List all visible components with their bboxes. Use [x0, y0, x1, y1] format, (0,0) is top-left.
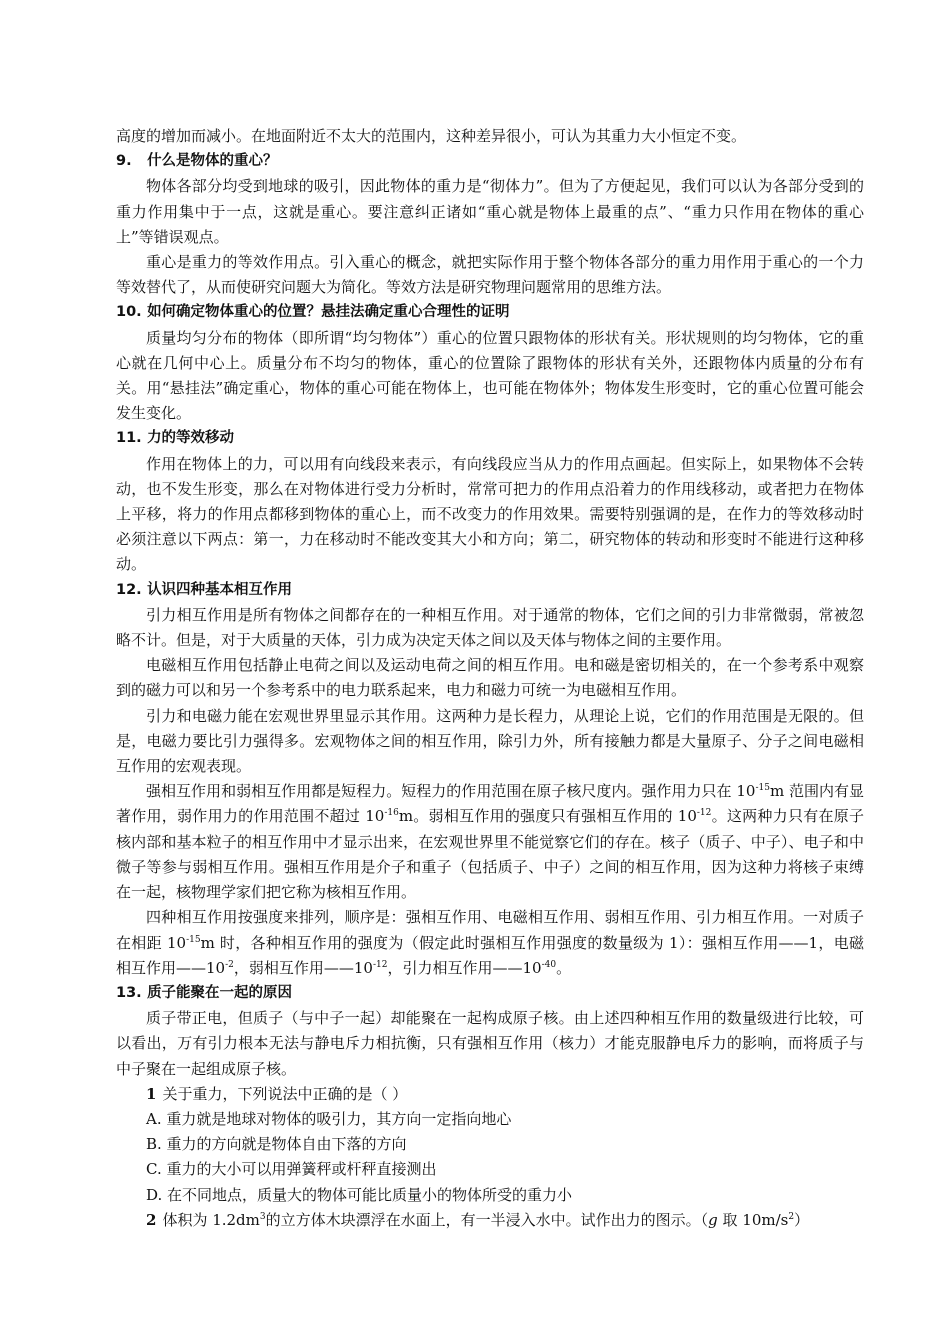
section-title: 如何确定物体重心的位置？悬挂法确定重心合理性的证明 — [147, 304, 510, 321]
text-run: m。弱相互作用的强度只有强相互作用的 10 — [398, 807, 697, 826]
text-run: 取 10m/s — [717, 1210, 789, 1229]
exponent: -15 — [755, 783, 770, 794]
section-9-paragraph-2: 重心是重力的等效作用点。引入重心的概念，就把实际作用于整个物体各部分的重力用作用于重心的一个力等效替代了，从而使研究问题大为简化。等效方法是研究物理问题常用的思维方法。 — [116, 253, 864, 297]
text-run: ，引力相互作用——10 — [387, 958, 542, 977]
section-number: 12. — [116, 581, 142, 598]
section-12-paragraph-4 — [116, 779, 864, 905]
text-run: ） — [794, 1210, 810, 1229]
section-12-paragraph-5 — [116, 905, 864, 981]
exponent: -12 — [696, 808, 712, 819]
question-2 — [116, 1208, 864, 1233]
option-c: C. 重力的大小可以用弹簧秤或杆秤直接测出 — [146, 1160, 437, 1179]
question-1 — [116, 1082, 864, 1107]
section-title: 力的等效移动 — [147, 430, 235, 447]
exponent: -15 — [186, 934, 201, 945]
section-number: 11. — [116, 430, 142, 447]
option-a: A. 重力就是地球对物体的吸引力，其方向一定指向地心 — [146, 1109, 512, 1128]
text-run: 强相互作用和弱相互作用都是短程力。短程力的作用范围在原子核尺度内。强作用力只在 10 — [146, 782, 756, 801]
text-run: 。这两种力只有在原子核内部和基本粒子的相互作用中才显示出来，在宏观世界里不能觉察它们的存在。核子（质子、中子）、电子和中微子等参与弱相互作用。强相互作用是介子和重子（包括质子、中子）之间的相互作用，因为这种力将核子束缚在一起，核物理学家们把它称为核相互作用。 — [116, 807, 864, 902]
exponent: -16 — [384, 808, 399, 819]
option-d: D. 在不同地点，质量大的物体可能比质量小的物体所受的重力小 — [146, 1185, 573, 1204]
section-13-paragraph-1: 质子带正电，但质子（与中子一起）却能聚在一起构成原子核。由上述四种相互作用的数量级进行比较，可以看出，万有引力根本无法与静电斥力相抗衡，只有强相互作用（核力）才能克服静电斥力的影响，而将质子与中子聚在一起组成原子核。 — [116, 1009, 864, 1078]
section-13-heading — [116, 981, 864, 1006]
section-11-paragraph-1: 作用在物体上的力，可以用有向线段来表示，有向线段应当从力的作用点画起。但实际上，如果物体不会转动，也不发生形变，那么在对物体进行受力分析时，常常可把力的作用点沿着力的作用线移动，或者把力在物体上平移，将力的作用点都移到物体的重心上，而不改变力的作用效果。需要特别强调的是，在作力的等效移动时必须注意以下两点：第一，力在移动时不能改变其大小和方向；第二，研究物体的转动和形变时不能进行这种移动。 — [116, 454, 864, 574]
section-title: 认识四种基本相互作用 — [147, 581, 293, 598]
text-run: 四种相互作用按强度来排列，顺序是：强相互作用、电磁相互作用、弱相互作用、引力相互作用。一对质子在相距 10 — [116, 908, 864, 952]
section-9-paragraph-1: 物体各部分均受到地球的吸引，因此物体的重力是“彻体力”。但为了方便起见，我们可以认为各部分受到的重力作用集中于一点，这就是重心。要注意纠正诸如“重心就是物体上最重的点”、“重力只作用在物体的重心上”等错误观点。 — [116, 177, 864, 246]
option-b: B. 重力的方向就是物体自由下落的方向 — [146, 1135, 407, 1154]
section-12-paragraph-1: 引力相互作用是所有物体之间都存在的一种相互作用。对于通常的物体，它们之间的引力非常微弱，常被忽略不计。但是，对于大质量的天体，引力成为决定天体之间以及天体与物体之间的主要作用。 — [116, 605, 864, 650]
section-10-heading — [116, 300, 864, 325]
question-number: 1 — [146, 1084, 157, 1103]
exponent: -12 — [372, 959, 388, 970]
exponent: -2 — [225, 959, 234, 970]
text-run: m 范围内有显著作用，弱作用力的作用范围不超过 10 — [116, 782, 865, 826]
question-stem: 关于重力，下列说法中正确的是（ ） — [162, 1084, 408, 1103]
exponent: 2 — [788, 1211, 795, 1222]
exponent: 3 — [259, 1211, 266, 1222]
text-run: m 时，各种相互作用的强度为（假定此时强相互作用强度的数量级为 1）：强相互作用——1，电磁相互作用——10 — [116, 933, 864, 977]
section-title: 什么是物体的重心？ — [147, 153, 278, 170]
section-number: 9. — [116, 153, 132, 170]
exponent: -40 — [541, 959, 557, 970]
section-12-paragraph-2: 电磁相互作用包括静止电荷之间以及运动电荷之间的相互作用。电和磁是密切相关的，在一个参考系中观察到的磁力可以和另一个参考系中的电力联系起来，电力和磁力可统一为电磁相互作用。 — [116, 656, 864, 700]
section-number: 13. — [116, 984, 142, 1001]
text-run: 的立方体木块漂浮在水面上，有一半浸入水中。试作出力的图示。（ — [265, 1210, 709, 1229]
section-11-heading — [116, 426, 864, 451]
section-10-paragraph-1: 质量均匀分布的物体（即所谓“均匀物体”）重心的位置只跟物体的形状有关。形状规则的均匀物体，它的重心就在几何中心上。质量分布不均匀的物体，重心的位置除了跟物体的形状有关外，还跟物体内质量的分布有关。用“悬挂法”确定重心，物体的重心可能在物体上，也可能在物体外；物体发生形变时，它的重心位置可能会发生变化。 — [116, 328, 864, 423]
document-page — [116, 124, 864, 1233]
variable-g: g — [708, 1210, 718, 1229]
section-number: 10. — [116, 304, 142, 321]
text-run: 。 — [556, 958, 572, 977]
continuation-paragraph: 高度的增加而减小。在地面附近不太大的范围内，这种差异很小，可认为其重力大小恒定不变。 — [116, 127, 747, 145]
section-12-heading — [116, 578, 864, 603]
question-number: 2 — [146, 1210, 157, 1229]
section-9-heading — [116, 149, 864, 174]
section-12-paragraph-3: 引力和电磁力能在宏观世界里显示其作用。这两种力是长程力，从理论上说，它们的作用范围是无限的。但是，电磁力要比引力强得多。宏观物体之间的相互作用，除引力外，所有接触力都是大量原子、分子之间电磁相互作用的宏观表现。 — [116, 706, 864, 776]
text-run: 体积为 1.2dm — [162, 1210, 260, 1229]
section-title: 质子能聚在一起的原因 — [147, 984, 293, 1001]
text-run: ，弱相互作用——10 — [233, 958, 373, 977]
